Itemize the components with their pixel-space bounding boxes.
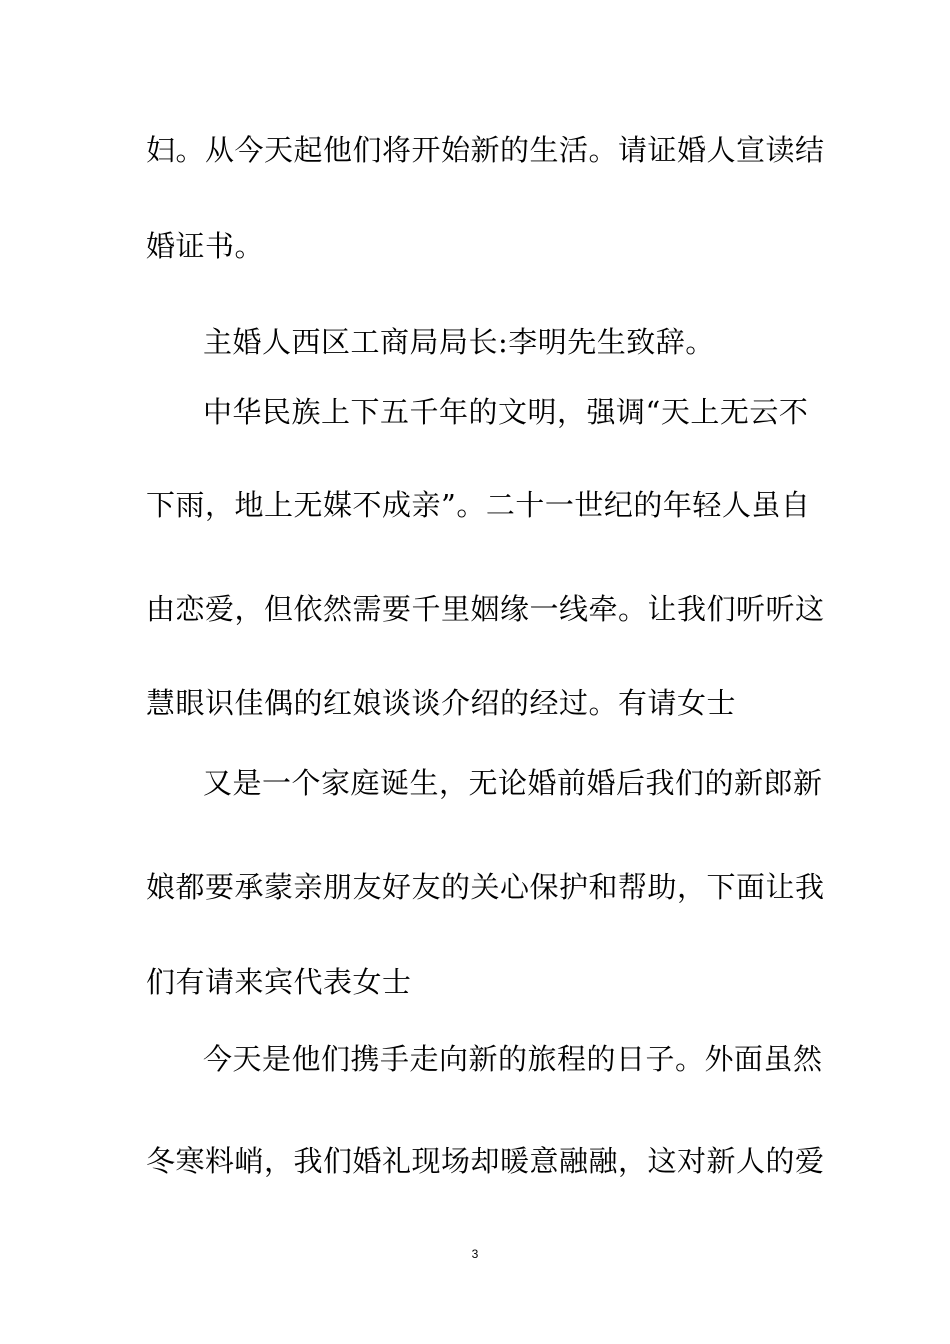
text-line-8: 又是一个家庭诞生，无论婚前婚后我们的新郎新	[203, 766, 823, 800]
text-line-10: 们有请来宾代表女士	[146, 965, 412, 999]
text-line-1: 妇。从今天起他们将开始新的生活。请证婚人宣读结	[146, 133, 825, 167]
page-number: 3	[471, 1247, 479, 1261]
text-line-6: 由恋爱，但依然需要千里姻缘一线牵。让我们听听这	[146, 592, 825, 626]
text-line-2: 婚证书。	[146, 229, 265, 263]
text-line-4: 中华民族上下五千年的文明，强调“天上无云不	[203, 395, 809, 429]
text-line-3: 主婚人西区工商局局长:李明先生致辞。	[203, 325, 715, 359]
text-line-12: 冬寒料峭，我们婚礼现场却暖意融融，这对新人的爱	[146, 1144, 825, 1178]
text-line-11: 今天是他们携手走向新的旅程的日子。外面虽然	[203, 1042, 823, 1076]
text-line-9: 娘都要承蒙亲朋友好友的关心保护和帮助，下面让我	[146, 870, 825, 904]
text-line-7: 慧眼识佳偶的红娘谈谈介绍的经过。有请女士	[146, 686, 737, 720]
text-line-5: 下雨，地上无媒不成亲”。二十一世纪的年轻人虽自	[146, 488, 811, 522]
